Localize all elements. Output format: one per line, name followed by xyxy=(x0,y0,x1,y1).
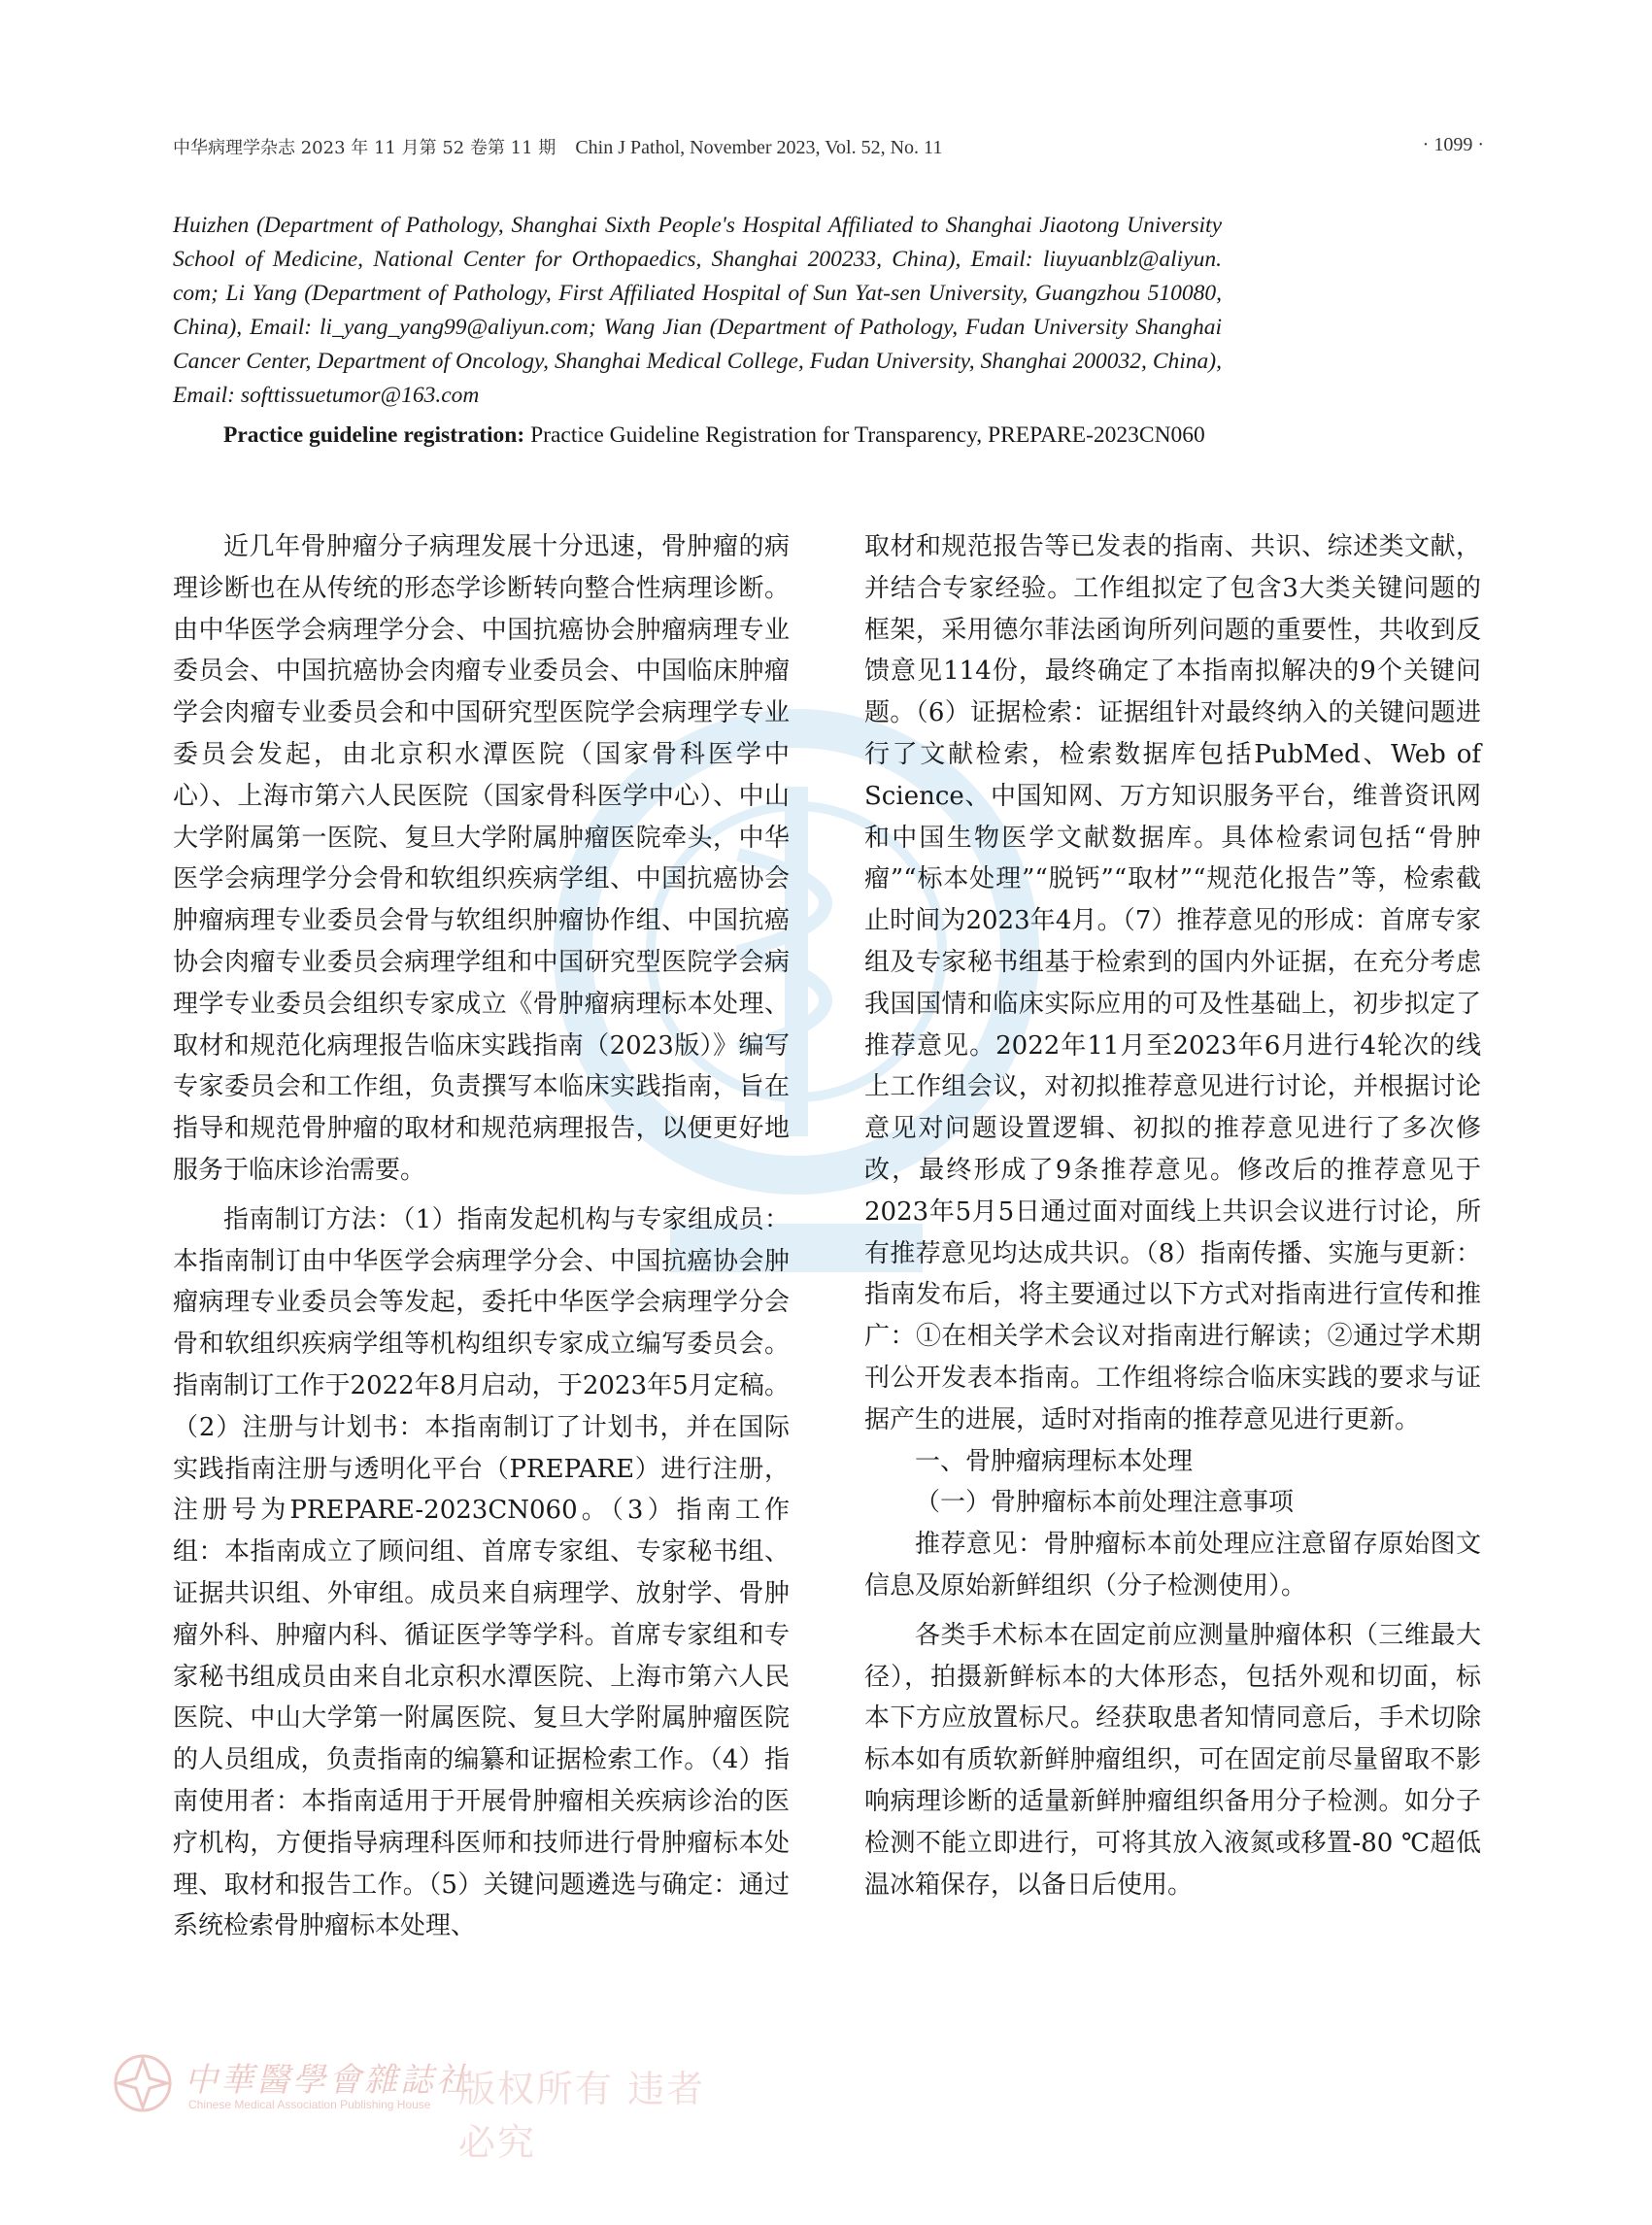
recommendation-paragraph: 推荐意见：骨肿瘤标本前处理应注意留存原始图文信息及原始新鲜组织（分子检测使用）。 xyxy=(864,1530,1481,1601)
intro-paragraph: 近几年骨肿瘤分子病理发展十分迅速，骨肿瘤的病理诊断也在从传统的形态学诊断转向整合性病理诊断。由中华医学会病理学分会、中国抗癌协会肿瘤病理专业委员会、中国抗癌协会肉瘤专业委员会、中国临床肿瘤学会肉瘤专业委员会和中国研究型医院学会病理学专业委员会发起，由北京积水潭医院（国家骨科医学中心）、上海市第六人民医院（国家骨科医学中心）、中山大学附属第一医院、复旦大学附属肿瘤医院牵头，中华医学会病理学分会骨和软组织疾病学组、中国抗癌协会肿瘤病理专业委员会骨与软组织肿瘤协作组、中国抗癌协会肉瘤专业委员会病理学组和中国研究型医院学会病理学专业委员会组织专家成立《骨肿瘤病理标本处理、取材和规范化病理报告临床实践指南（2023版）》编写专家委员会和工作组，负责撰写本临床实践指南，旨在指导和规范骨肿瘤的取材和规范病理报告，以便更好地服务于临床诊治需要。 xyxy=(173,532,790,1185)
methods-paragraph: 指南制订方法：（1）指南发起机构与专家组成员：本指南制订由中华医学会病理学分会、中国抗癌协会肿瘤病理专业委员会等发起，委托中华医学会病理学分会骨和软组织疾病学组等机构组织专家成立编写委员会。指南制订工作于2022年8月启动，于2023年5月定稿。（2）注册与计划书：本指南制订了计划书，并在国际实践指南注册与透明化平台（PREPARE）进行注册，注册号为PREPARE-2023CN060。（3）指南工作组：本指南成立了顾问组、首席专家组、专家秘书组、证据共识组、外审组。成员来自病理学、放射学、骨肿瘤外科、肿瘤内科、循证医学等学科。首席专家组和专家秘书组成员由来自北京积水潭医院、上海市第六人民医院、中山大学第一附属医院、复旦大学附属肿瘤医院的人员组成，负责指南的编纂和证据检索工作。（4）指南使用者：本指南适用于开展骨肿瘤相关疾病诊治的医疗机构，方便指导病理科医师和技师进行骨肿瘤标本处理、取材和报告工作。（5）关键问题遴选与确定：通过系统检索骨肿瘤标本处理、 xyxy=(173,1204,790,1941)
affiliation-text: Huizhen (Department of Pathology, Shanghai Sixth People's Hospital Affiliated to Shanghai Jiaotong University School of Medicine, National Center for Orthopaedics, Shanghai 200233, China), Email: liuyuanblz@aliyun. com; Li Yang (Department of Pathology, First Affiliated Hospital of Sun Yat-sen University, Guangzhou 510080, China), Email: li_yang_yang99@aliyun.com; Wang Jian (Department of Pathology, Fudan University Shanghai Cancer Center, Department of Oncology, Shanghai Medical College, Fudan University, Shanghai 200032, China), Email: softtissuetumor@163.com xyxy=(173,213,1222,408)
journal-title-cn: 中华病理学杂志 2023 年 11 月第 52 卷第 11 期 xyxy=(173,138,556,158)
publisher-name-cn: 中華醫學會雜誌社 xyxy=(185,2061,472,2100)
page-number: · 1099 · xyxy=(1422,134,1484,155)
english-affiliations xyxy=(173,209,1222,453)
registration-label: Practice guideline registration: xyxy=(223,422,525,448)
publisher-name-en: Chinese Medical Association Publishing House xyxy=(188,2098,431,2111)
publisher-logo-icon xyxy=(109,2049,177,2117)
registration-paragraph xyxy=(173,419,1222,453)
section-heading: 一、骨肿瘤病理标本处理 xyxy=(915,1446,1194,1476)
specimen-paragraph: 各类手术标本在固定前应测量肿瘤体积（三维最大径），拍摄新鲜标本的大体形态，包括外观和切面，标本下方应放置标尺。经获取患者知情同意后，手术切除标本如有质软新鲜肿瘤组织，可在固定前尽量留取不影响病理诊断的适量新鲜肿瘤组织备用分子检测。如分子检测不能立即进行，可将其放入液氮或移置-80 ℃超低温冰箱保存，以备日后使用。 xyxy=(864,1620,1481,1900)
copyright-notice: 版权所有 违者必究 xyxy=(458,2068,706,2164)
journal-title-en: Chin J Pathol, November 2023, Vol. 52, No. 11 xyxy=(575,137,943,158)
registration-text: Practice Guideline Registration for Transparency, PREPARE-2023CN060 xyxy=(524,422,1205,448)
running-head xyxy=(173,134,1484,159)
subsection-heading: （一）骨肿瘤标本前处理注意事项 xyxy=(915,1488,1295,1518)
left-column xyxy=(173,526,790,1947)
right-column xyxy=(864,526,1481,1905)
methods-continuation: 取材和规范报告等已发表的指南、共识、综述类文献，并结合专家经验。工作组拟定了包含3大类关键问题的框架，采用德尔菲法函询所列问题的重要性，共收到反馈意见114份，最终确定了本指南拟解决的9个关键问题。（6）证据检索：证据组针对最终纳入的关键问题进行了文献检索，检索数据库包括PubMed、Web of Science、中国知网、万方知识服务平台，维普资讯网和中国生物医学文献数据库。具体检索词包括“骨肿瘤”“标本处理”“脱钙”“取材”“规范化报告”等，检索截止时间为2023年4月。（7）推荐意见的形成：首席专家组及专家秘书组基于检索到的国内外证据，在充分考虑我国国情和临床实际应用的可及性基础上，初步拟定了推荐意见。2022年11月至2023年6月进行4轮次的线上工作组会议，对初拟推荐意见进行讨论，并根据讨论意见对问题设置逻辑、初拟的推荐意见进行了多次修改，最终形成了9条推荐意见。修改后的推荐意见于2023年5月5日通过面对面线上共识会议进行讨论，所有推荐意见均达成共识。（8）指南传播、实施与更新：指南发布后，将主要通过以下方式对指南进行宣传和推广：①在相关学术会议对指南进行解读；②通过学术期刊公开发表本指南。工作组将综合临床实践的要求与证据产生的进展，适时对指南的推荐意见进行更新。 xyxy=(864,532,1481,1434)
publisher-watermark xyxy=(109,2049,740,2164)
